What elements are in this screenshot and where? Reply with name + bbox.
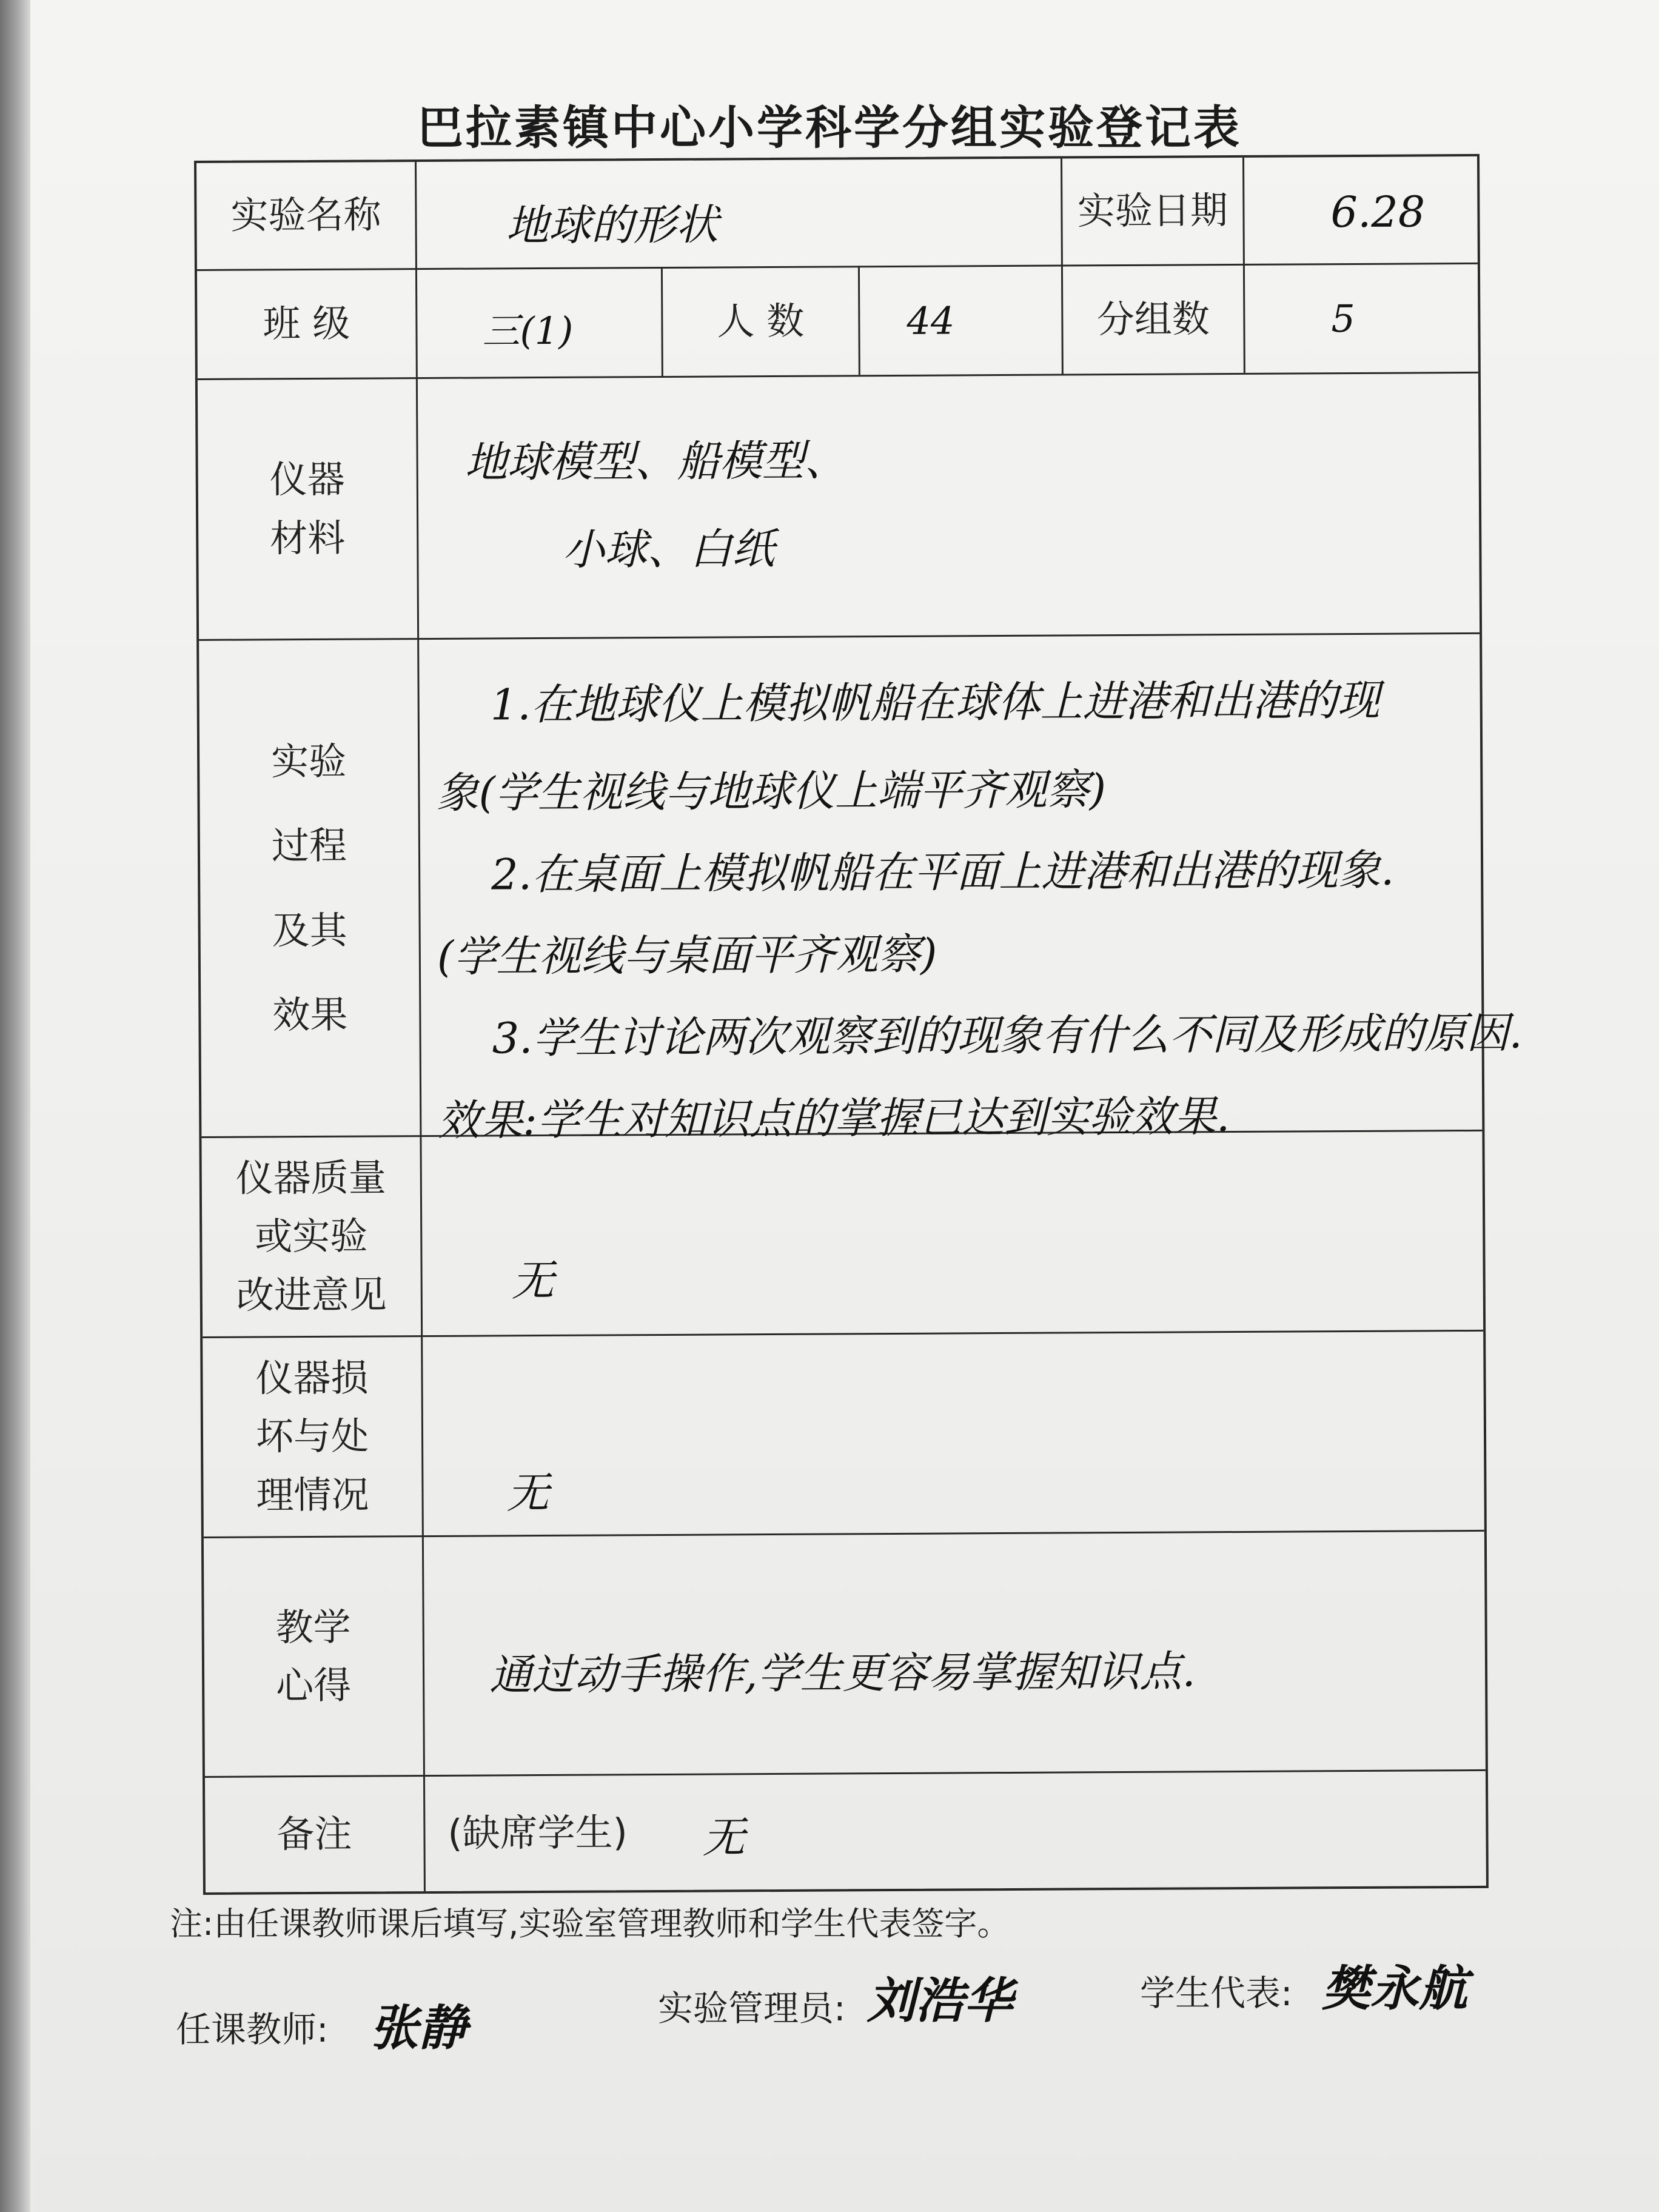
remarks-label: 备注	[276, 1812, 352, 1857]
experiment-name-label: 实验名称	[230, 192, 381, 238]
lab-admin-signature: 刘浩华	[867, 1972, 1013, 2029]
quality-value: 无	[511, 1255, 554, 1306]
teacher-label: 任课教师:	[176, 2009, 329, 2050]
teaching-label: 教学 心得	[275, 1604, 352, 1708]
damage-label: 仪器损 坏与处 理情况	[255, 1355, 369, 1518]
process-line-1: 1.在地球仪上模拟帆船在球体上进港和出港的现	[490, 675, 1380, 730]
experiment-date-value: 6.28	[1330, 187, 1426, 238]
group-count-label: 分组数	[1096, 297, 1210, 342]
quality-label: 仪器质量 或实验 改进意见	[235, 1155, 387, 1318]
experiment-name-value: 地球的形状	[506, 199, 719, 251]
group-count-value: 5	[1331, 296, 1356, 341]
student-rep-label: 学生代表:	[1140, 1972, 1293, 2014]
process-line-4: (学生视线与桌面平齐观察)	[437, 929, 937, 982]
experiment-date-label: 实验日期	[1077, 188, 1228, 233]
materials-line-1: 地球模型、船模型、	[464, 435, 847, 488]
remarks-value: 无	[702, 1812, 745, 1863]
class-value: 三(1)	[482, 308, 574, 354]
lab-admin-label: 实验管理员:	[658, 1988, 846, 2029]
page-edge-shadow	[0, 0, 30, 2212]
materials-line-2: 小球、白纸	[562, 523, 775, 575]
process-line-5: 3.学生讨论两次观察到的现象有什么不同及形成的原因.	[492, 1008, 1523, 1064]
process-line-3: 2.在桌面上模拟帆船在平面上进港和出港的现象.	[491, 845, 1395, 900]
class-label: 班 级	[263, 301, 350, 346]
footer-note: 注:由任课教师课后填写,实验室管理教师和学生代表签字。	[170, 1905, 1010, 1943]
process-line-6: 效果:学生对知识点的掌握已达到实验效果.	[438, 1091, 1230, 1145]
damage-value: 无	[506, 1467, 549, 1518]
headcount-label: 人 数	[717, 299, 805, 344]
headcount-value: 44	[907, 298, 955, 343]
student-rep-signature: 樊永航	[1322, 1960, 1467, 2017]
remarks-prefix: (缺席学生)	[447, 1810, 628, 1856]
teacher-signature: 张静	[370, 1999, 467, 2056]
registration-form	[194, 154, 1523, 1895]
process-line-2: 象(学生视线与地球仪上端平齐观察)	[436, 765, 1107, 818]
materials-label: 仪器 材料	[269, 457, 346, 560]
document-title: 巴拉素镇中心小学科学分组实验登记表	[417, 101, 1242, 155]
process-label: 实验 过程 及其 效果	[270, 739, 348, 1037]
teaching-value: 通过动手操作,学生更容易掌握知识点.	[489, 1646, 1196, 1700]
